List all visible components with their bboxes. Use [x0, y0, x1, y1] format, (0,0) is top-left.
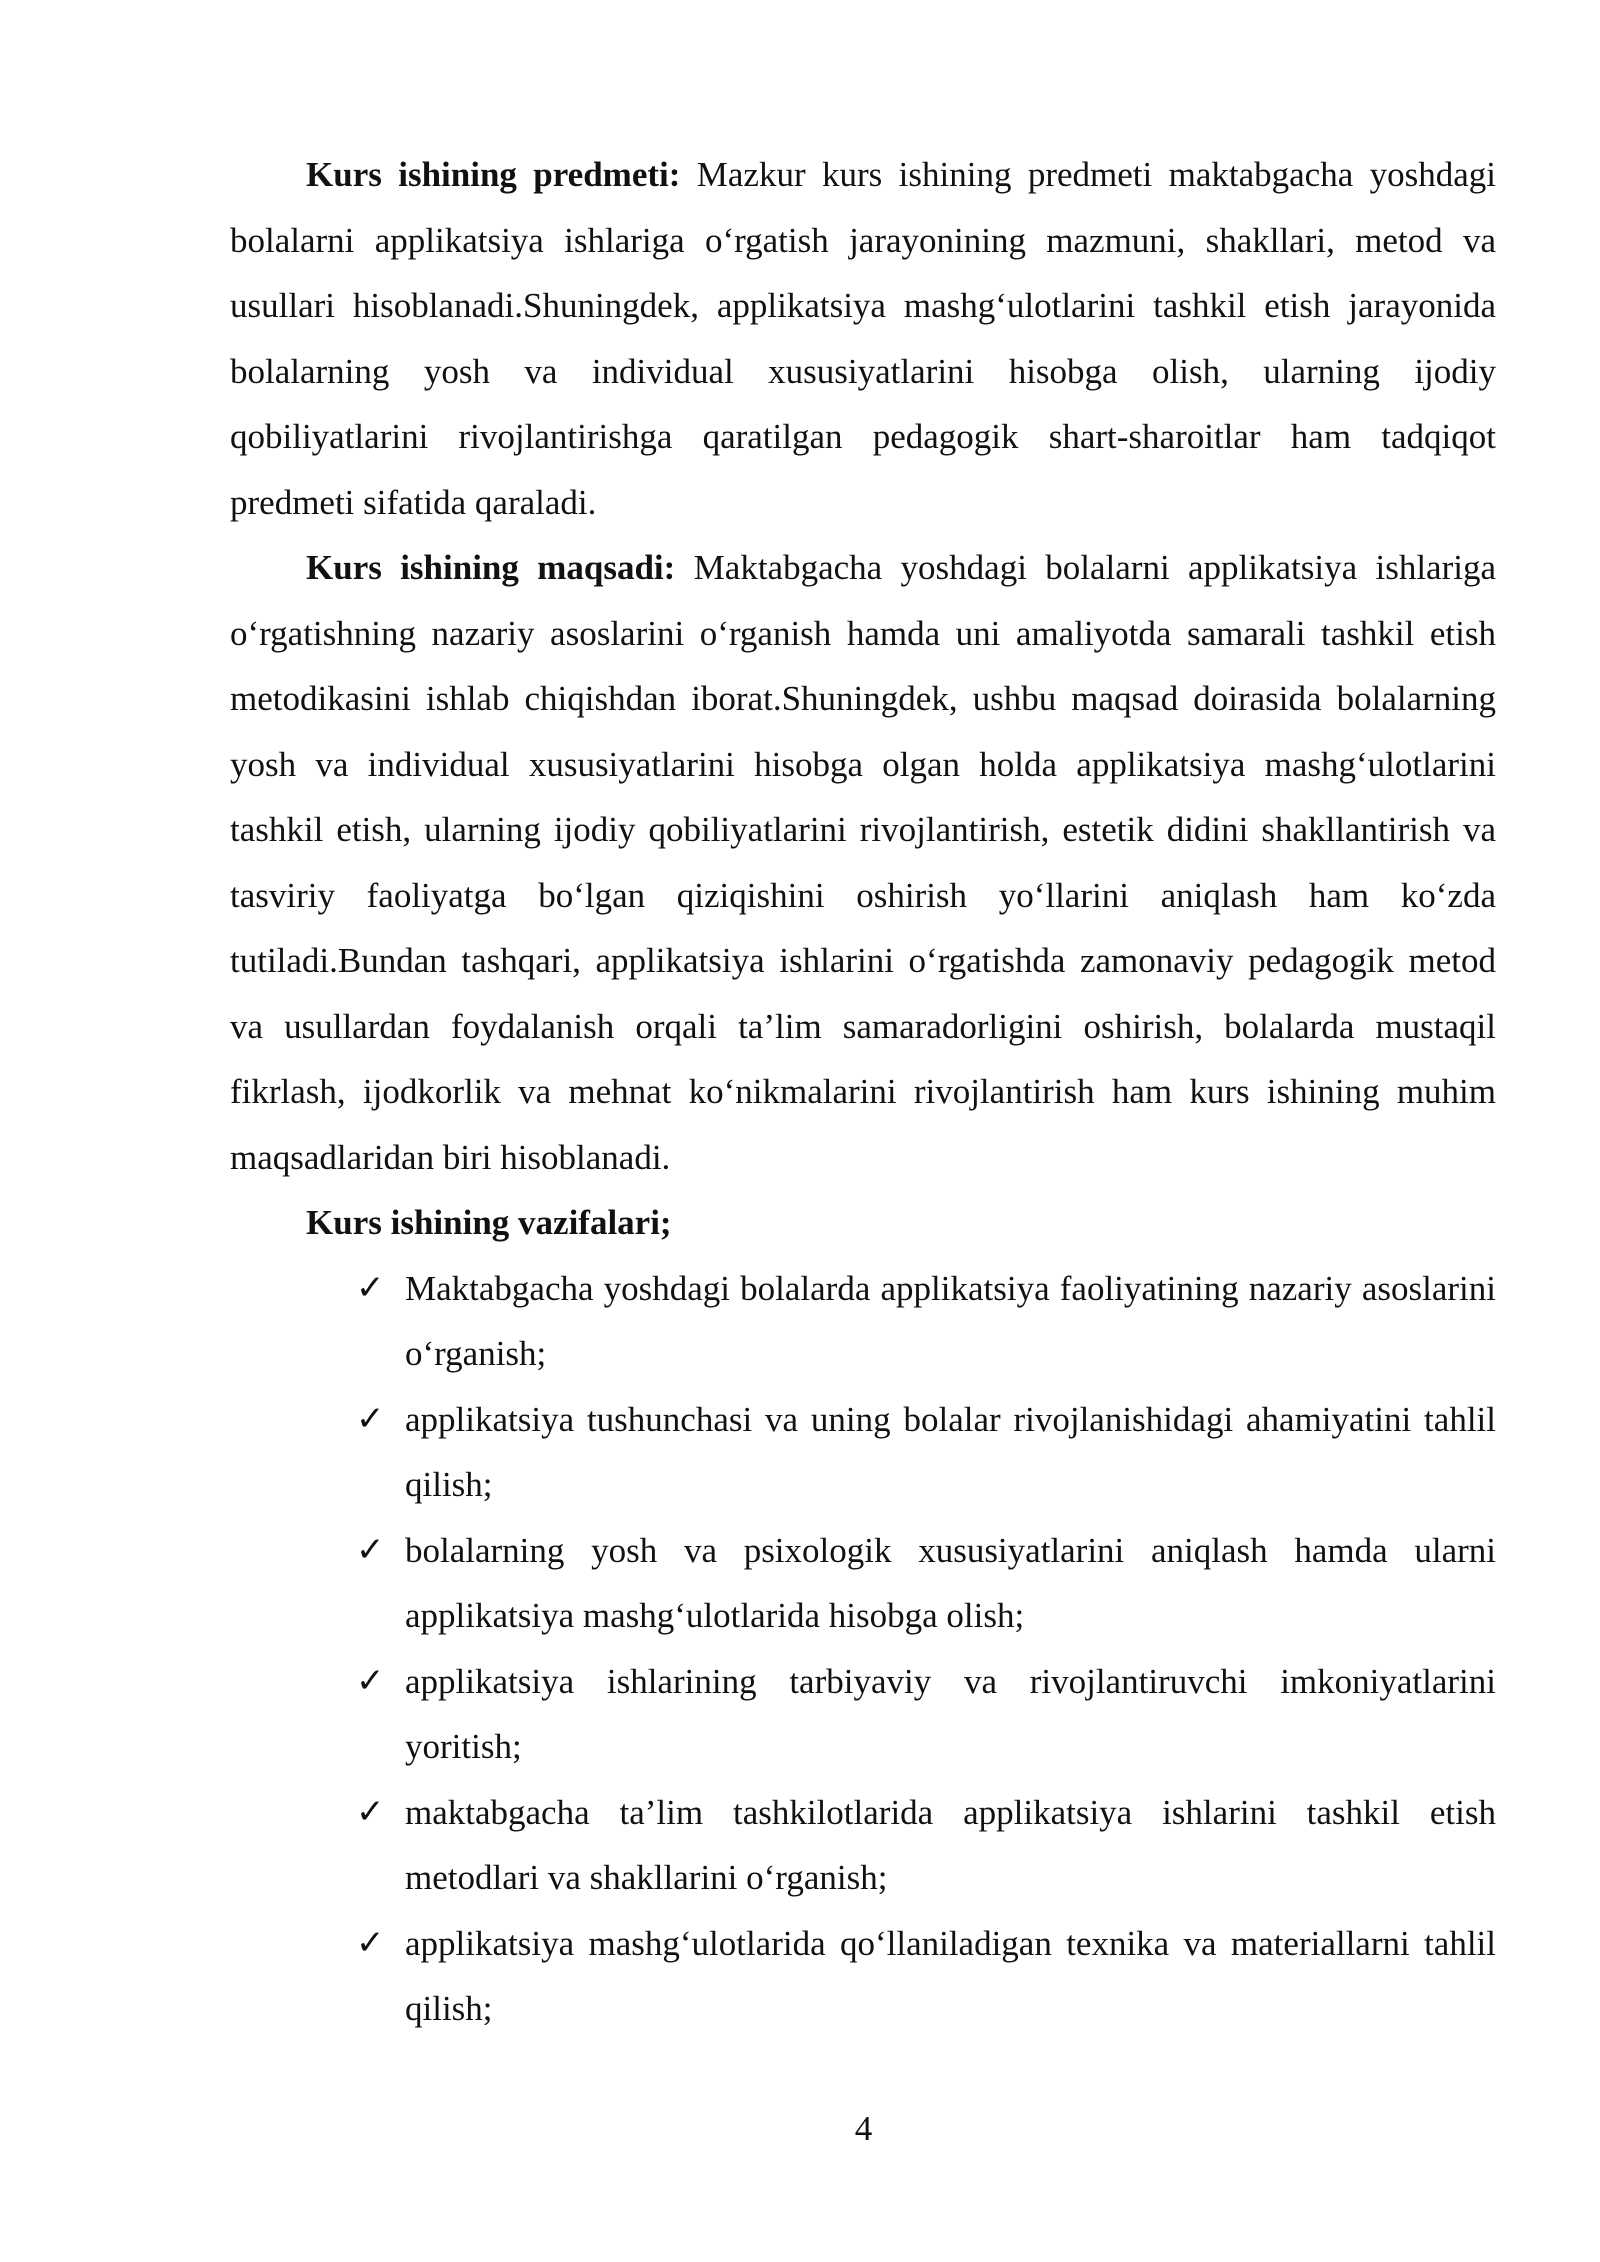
task-text: applikatsiya tushunchasi va uning bolalar rivojlanishidagi ahamiyatini tahlil qilish;: [405, 1399, 1496, 1504]
subject-label: Kurs ishining predmeti:: [306, 155, 681, 194]
task-text: applikatsiya mashg‘ulotlarida qo‘llaniladigan texnika va materiallarni tahlil qilish;: [405, 1923, 1496, 2028]
goal-text: Maktabgacha yoshdagi bolalarni applikatsiya ishlariga o‘rgatishning nazariy asoslarini o‘rganish hamda uni amaliyotda samarali tashkil etish metodikasini ishlab chiqishdan iborat.Shuningdek, ushbu maqsad doirasida bolalarning yosh va individual xususiyatlarini hisobga olgan holda applikatsiya mashg‘ulotlarini tashkil etish, ularning ijodiy qobiliyatlarini rivojlantirish, estetik didini shakllantirish va tasviriy faoliyatga bo‘lgan qiziqishini oshirish yo‘llarini aniqlash ham ko‘zda tutiladi.Bundan tashqari, applikatsiya ishlarini o‘rgatishda zamonaviy pedagogik metod va usullardan foydalanish orqali ta’lim samaradorligini oshirish, bolalarda mustaqil fikrlash, ijodkorlik va mehnat ko‘nikmalarini rivojlantirish ham kurs ishining muhim maqsadlaridan biri hisoblanadi.: [230, 548, 1497, 1177]
checkmark-icon: ✓: [356, 1529, 385, 1570]
checkmark-icon: ✓: [356, 1267, 385, 1308]
task-text: maktabgacha ta’lim tashkilotlarida applikatsiya ishlarini tashkil etish metodlari va shakllarini o‘rganish;: [405, 1792, 1496, 1897]
task-item: [230, 1256, 1496, 1387]
page-number: 4: [854, 2109, 873, 2148]
task-item: [230, 1387, 1496, 1518]
tasks-heading: Kurs ishining vazifalari;: [306, 1203, 672, 1242]
subject-text: Mazkur kurs ishining predmeti maktabgacha yoshdagi bolalarni applikatsiya ishlariga o‘rgatish jarayonining mazmuni, shakllari, metod va usullari hisoblanadi.Shuningdek, applikatsiya mashg‘ulotlarini tashkil etish jarayonida bolalarning yosh va individual xususiyatlarini hisobga olish, ularning ijodiy qobiliyatlarini rivojlantirishga qaratilgan pedagogik shart-sharoitlar ham tadqiqot predmeti sifatida qaraladi.: [230, 155, 1496, 522]
task-item: [230, 1911, 1496, 2042]
task-text: bolalarning yosh va psixologik xususiyatlarini aniqlash hamda ularni applikatsiya mashg‘ulotlarida hisobga olish;: [405, 1530, 1496, 1635]
task-item: [230, 1518, 1496, 1649]
goal-label: Kurs ishining maqsadi:: [306, 548, 676, 587]
task-item: [230, 1780, 1496, 1911]
subject-paragraph: [230, 142, 1496, 535]
document-page: [230, 142, 1496, 2042]
task-text: Maktabgacha yoshdagi bolalarda applikatsiya faoliyatining nazariy asoslarini o‘rganish;: [405, 1268, 1496, 1373]
goal-paragraph: [230, 535, 1496, 1190]
checkmark-icon: ✓: [356, 1660, 385, 1701]
checkmark-icon: ✓: [356, 1398, 385, 1439]
checkmark-icon: ✓: [356, 1922, 385, 1963]
checkmark-icon: ✓: [356, 1791, 385, 1832]
task-text: applikatsiya ishlarining tarbiyaviy va rivojlantiruvchi imkoniyatlarini yoritish;: [405, 1661, 1496, 1766]
tasks-list: [230, 1256, 1496, 2042]
task-item: [230, 1649, 1496, 1780]
